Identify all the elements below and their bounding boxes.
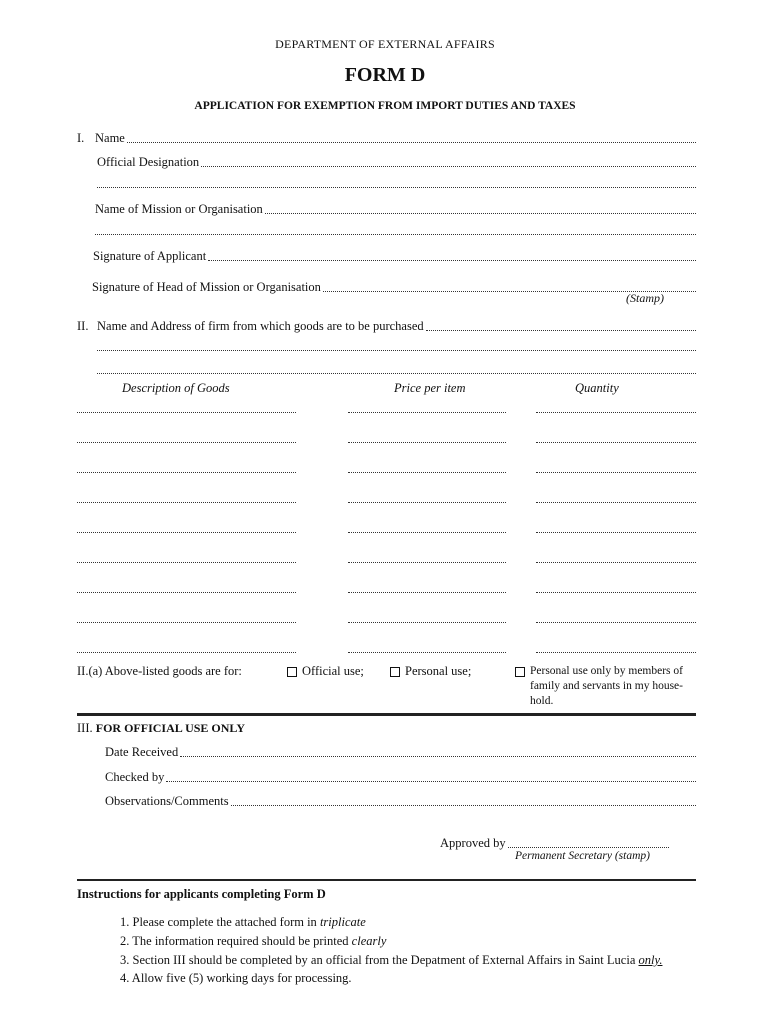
- approved-by-field[interactable]: [440, 835, 669, 851]
- official-use-option[interactable]: [287, 664, 364, 679]
- quantity-cell[interactable]: [536, 442, 696, 443]
- description-cell[interactable]: [77, 622, 296, 623]
- price-cell[interactable]: [348, 532, 506, 533]
- instruction-item-1-emphasis: triplicate: [319, 915, 366, 929]
- instruction-item-1: 1. Please complete the attached form in triplicate: [120, 915, 366, 929]
- quantity-cell[interactable]: [536, 502, 696, 503]
- description-cell[interactable]: [77, 472, 296, 473]
- instructions-divider: [77, 879, 696, 881]
- price-cell[interactable]: [348, 442, 506, 443]
- price-cell[interactable]: [348, 622, 506, 623]
- official-designation-line-2[interactable]: [97, 187, 696, 188]
- section1-numeral: I.: [77, 131, 85, 145]
- quantity-cell[interactable]: [536, 562, 696, 563]
- department-heading: DEPARTMENT OF EXTERNAL AFFAIRS: [275, 37, 495, 51]
- stamp-label: (Stamp): [626, 291, 664, 305]
- col-quantity-header: Quantity: [575, 381, 619, 395]
- section3-title: FOR OFFICIAL USE ONLY: [95, 721, 245, 735]
- name-label: Name: [95, 131, 125, 145]
- family-use-label-line-1: Personal use only by members of: [530, 665, 683, 677]
- personal-use-option[interactable]: [390, 664, 471, 679]
- checked-by-field[interactable]: [105, 769, 696, 785]
- description-cell[interactable]: [77, 652, 296, 653]
- observations-label: Observations/Comments: [105, 794, 229, 808]
- firm-address-line-2[interactable]: [97, 350, 696, 351]
- official-designation-label: Official Designation: [97, 155, 200, 169]
- quantity-cell[interactable]: [536, 412, 696, 413]
- quantity-cell[interactable]: [536, 652, 696, 653]
- mission-name-line-2[interactable]: [95, 234, 696, 235]
- price-cell[interactable]: [348, 502, 506, 503]
- mission-name-field[interactable]: [95, 201, 696, 217]
- date-received-field[interactable]: [105, 744, 696, 760]
- description-cell[interactable]: [77, 412, 296, 413]
- col-price-header: Price per item: [394, 381, 466, 395]
- goods-purpose-label: II.(a) Above-listed goods are for:: [77, 664, 242, 678]
- section3-heading: [77, 721, 245, 736]
- quantity-cell[interactable]: [536, 532, 696, 533]
- instructions-heading: Instructions for applicants completing Form D: [77, 887, 326, 901]
- observations-field[interactable]: [105, 793, 696, 809]
- permanent-secretary-label: Permanent Secretary (stamp): [515, 850, 650, 862]
- approved-by-label: Approved by: [440, 836, 506, 850]
- description-cell[interactable]: [77, 502, 296, 503]
- form-subtitle: APPLICATION FOR EXEMPTION FROM IMPORT DUTIES AND TAXES: [194, 100, 576, 112]
- description-cell[interactable]: [77, 592, 296, 593]
- instruction-item-3-emphasis: only.: [638, 953, 663, 967]
- col-description-header: Description of Goods: [122, 381, 230, 395]
- firm-name-address-label: Name and Address of firm from which goods are to be purchased: [97, 319, 424, 333]
- description-cell[interactable]: [77, 562, 296, 563]
- section3-numeral: III.: [77, 721, 93, 735]
- mission-name-label: Name of Mission or Organisation: [95, 202, 263, 216]
- firm-address-line-3[interactable]: [97, 373, 696, 374]
- description-cell[interactable]: [77, 532, 296, 533]
- official-use-label: Official use;: [302, 664, 364, 678]
- applicant-signature-field[interactable]: [93, 248, 696, 264]
- family-use-checkbox[interactable]: [515, 667, 525, 677]
- price-cell[interactable]: [348, 562, 506, 563]
- price-cell[interactable]: [348, 592, 506, 593]
- date-received-label: Date Received: [105, 745, 179, 759]
- personal-use-label: Personal use;: [405, 664, 472, 678]
- quantity-cell[interactable]: [536, 622, 696, 623]
- price-cell[interactable]: [348, 412, 506, 413]
- head-signature-field[interactable]: [92, 279, 696, 295]
- family-use-option[interactable]: [515, 664, 683, 709]
- price-cell[interactable]: [348, 472, 506, 473]
- instruction-item-4: 4. Allow five (5) working days for processing.: [120, 971, 352, 985]
- name-field[interactable]: [77, 130, 696, 146]
- instruction-item-2-emphasis: clearly: [351, 934, 387, 948]
- official-use-checkbox[interactable]: [287, 667, 297, 677]
- family-use-label-line-3: hold.: [530, 695, 554, 707]
- family-use-label-line-2: family and servants in my house-: [530, 680, 683, 692]
- applicant-signature-label: Signature of Applicant: [93, 249, 207, 263]
- head-signature-label: Signature of Head of Mission or Organisation: [92, 280, 321, 294]
- firm-name-address-field[interactable]: [77, 318, 696, 334]
- checked-by-label: Checked by: [105, 770, 165, 784]
- quantity-cell[interactable]: [536, 472, 696, 473]
- price-cell[interactable]: [348, 652, 506, 653]
- personal-use-checkbox[interactable]: [390, 667, 400, 677]
- instruction-item-3: 3. Section III should be completed by an official from the Depatment of External Affairs in Saint Lucia only.: [120, 953, 663, 967]
- form-title: FORM D: [344, 64, 426, 86]
- section2-numeral: II.: [77, 319, 89, 333]
- instruction-item-2: 2. The information required should be printed clearly: [120, 934, 387, 948]
- section-divider: [77, 713, 696, 716]
- quantity-cell[interactable]: [536, 592, 696, 593]
- official-designation-field[interactable]: [97, 154, 696, 170]
- description-cell[interactable]: [77, 442, 296, 443]
